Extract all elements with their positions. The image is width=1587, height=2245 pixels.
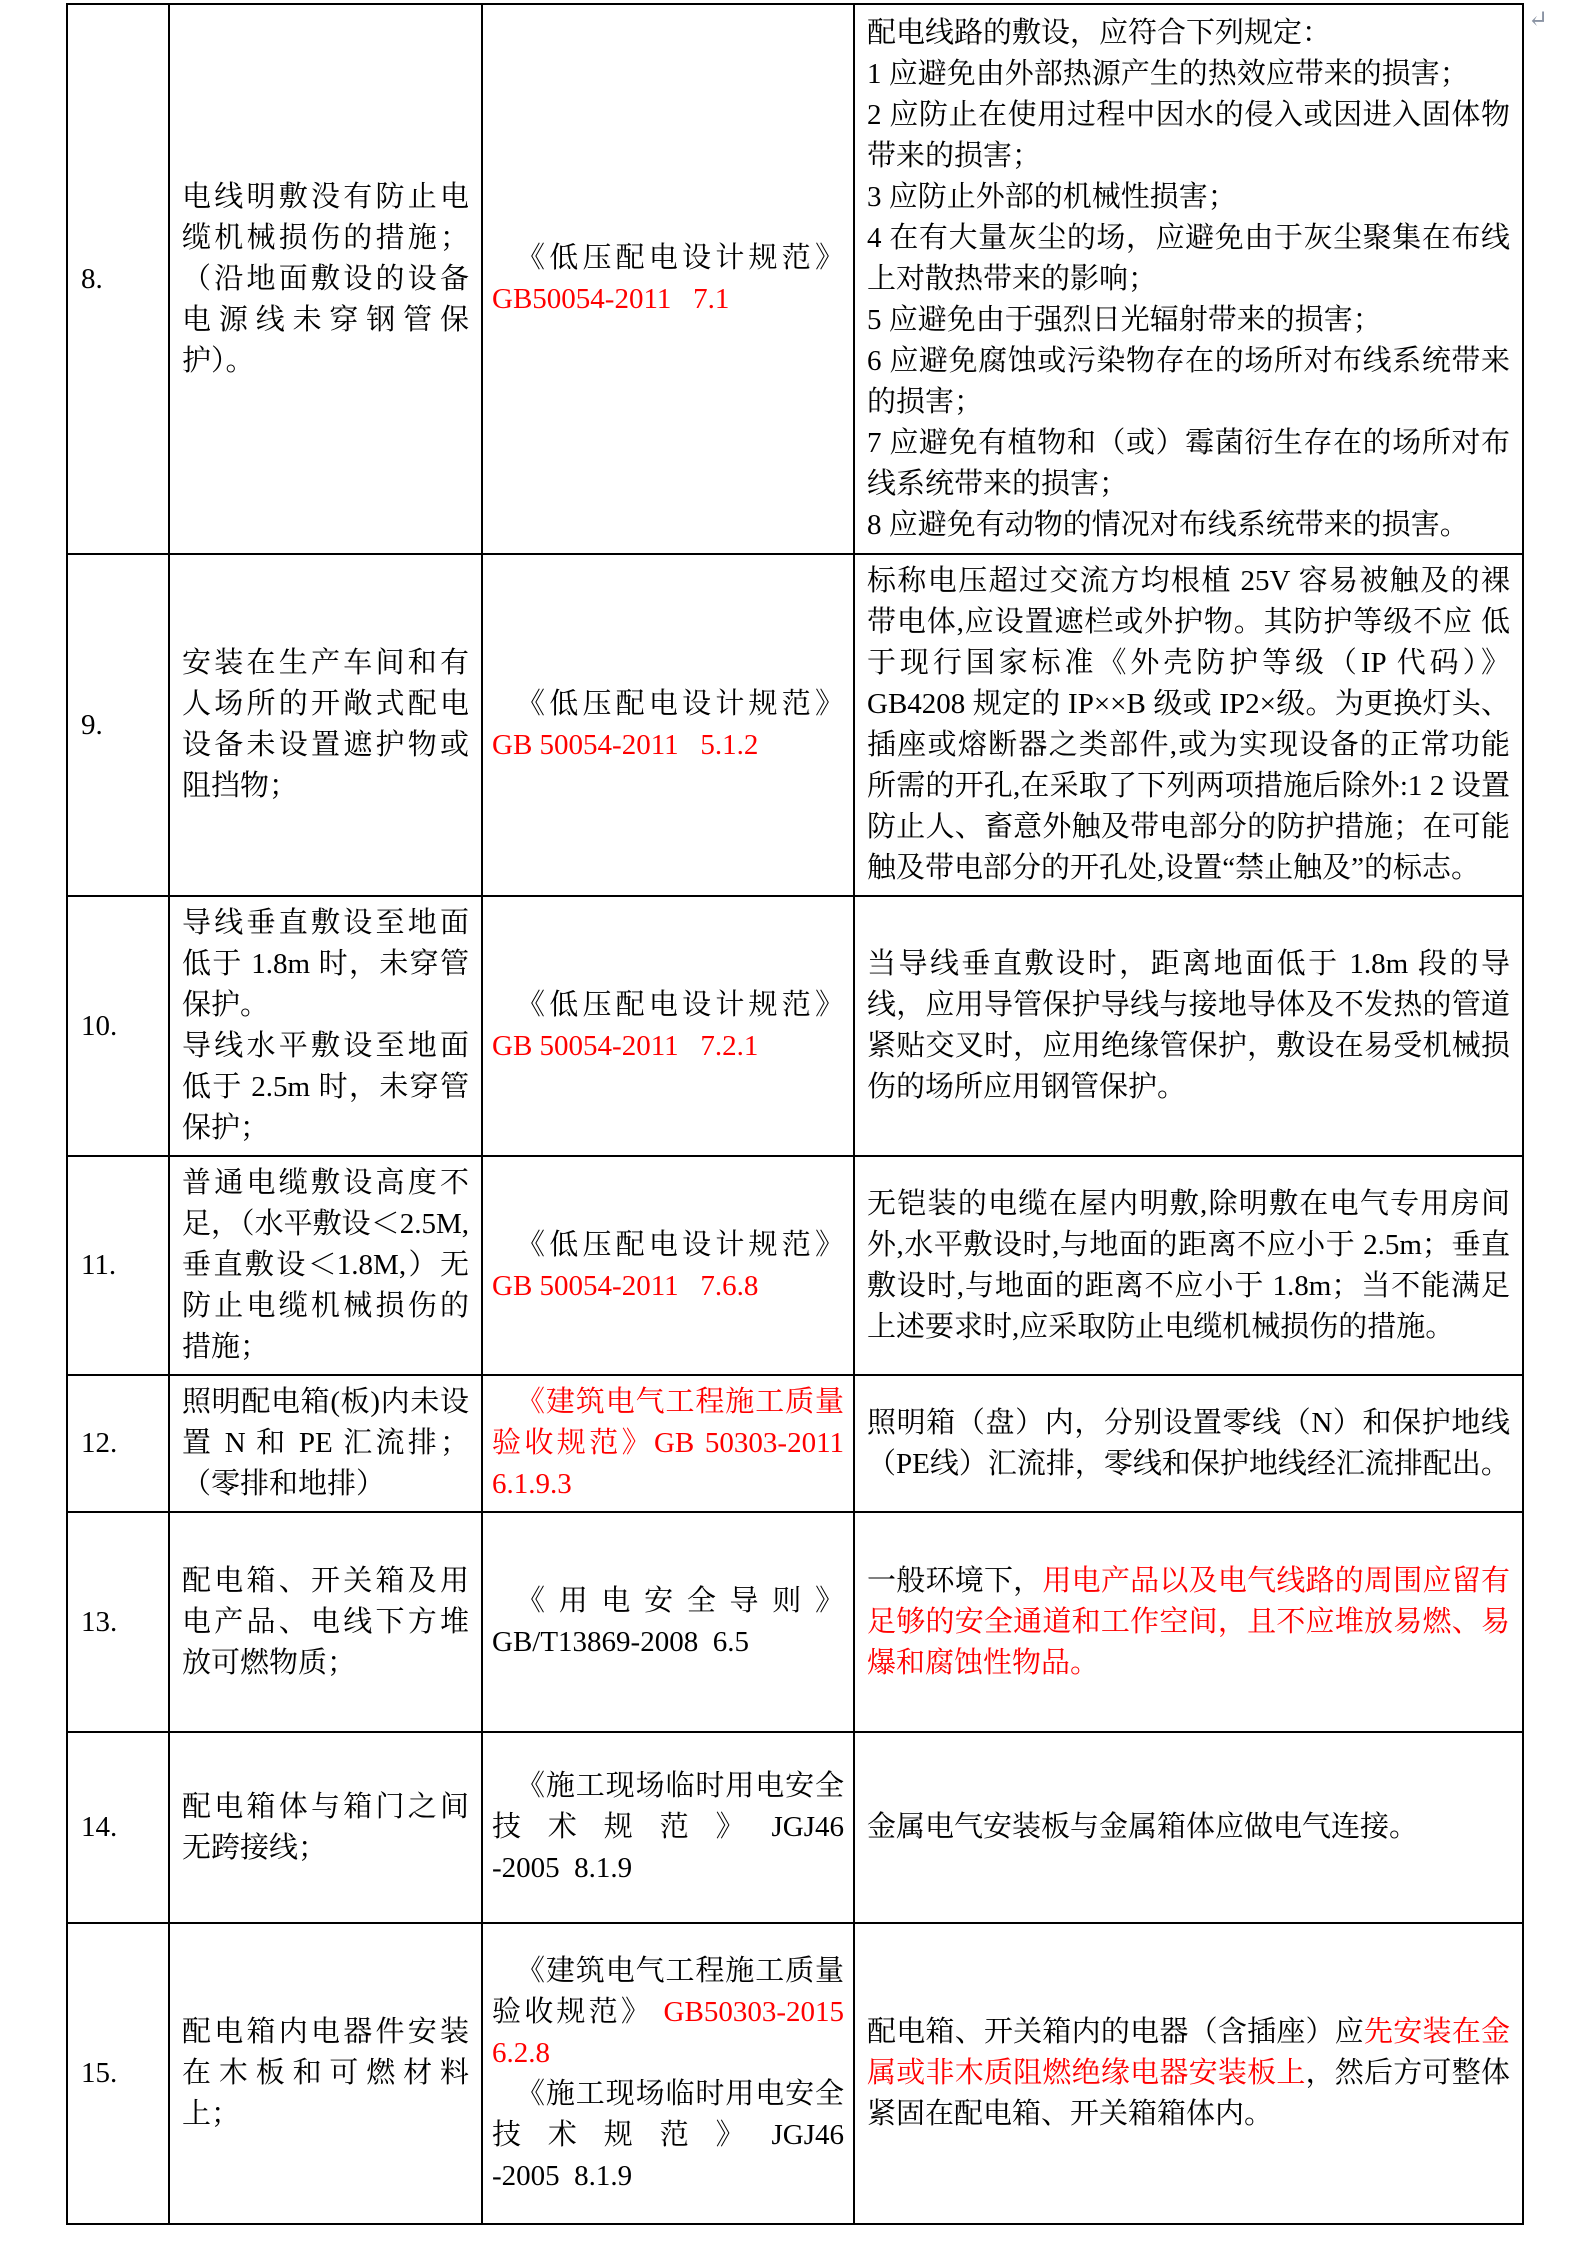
problem-paragraph: 电线明敷没有防止电缆机械损伤的措施；（沿地面敷设的设备电源线未穿钢管保护）。 [182, 180, 469, 377]
regulation-cell [854, 1923, 1523, 2224]
problem-cell [169, 1923, 482, 2224]
table-row [67, 896, 1523, 1156]
reference-paragraph [492, 985, 844, 1067]
text-run: 金属电气安装板与金属箱体应做电气连接。 [867, 1811, 1419, 1843]
row-number: 11. [81, 1249, 117, 1281]
text-run: 《建筑电气工程施工质量验收规范》GB 50303-2011 6.1.9.3 [492, 1386, 844, 1500]
text-run: 2 应防止在使用过程中因水的侵入或因进入固体物带来的损害； [867, 98, 1510, 172]
text-run: 配电线路的敷设，应符合下列规定： [867, 16, 1332, 49]
problem-paragraph: 照明配电箱(板)内未设置 N 和 PE 汇流排；（零排和地排） [182, 1386, 469, 1500]
row-number: 9. [81, 708, 103, 741]
regulation-cell [854, 1156, 1523, 1375]
reference-cell [482, 1156, 854, 1375]
regulation-paragraph [867, 423, 1510, 505]
text-run: 《低压配电设计规范》 [516, 688, 844, 720]
regulation-paragraph [867, 505, 1510, 546]
text-run: 《低压配电设计规范》 [516, 989, 844, 1021]
text-run: GB 50054-2011 5.1.2 [492, 729, 759, 761]
text-run: 《建筑电气工程施工质量验收规范》 [492, 1954, 844, 2028]
text-run: 3 应防止外部的机械性损害； [867, 180, 1237, 213]
text-run: 用电产品以及电气线路的周围应留有足够的安全通道和工作空间，且不应堆放易燃、易爆和腐蚀性物品。 [867, 1564, 1510, 1679]
row-number-cell [67, 896, 169, 1156]
row-number: 15. [81, 2057, 118, 2089]
text-run: 《用电安全导则》 [516, 1585, 844, 1617]
reference-paragraph [492, 1766, 844, 1889]
text-run: 照明箱（盘）内，分别设置零线（N）和保护地线（PE线）汇流排，零线和保护地线经汇流排配出。 [867, 1406, 1510, 1480]
regulation-paragraph [867, 2012, 1510, 2135]
reference-cell [482, 1512, 854, 1732]
regulation-paragraph [867, 1184, 1510, 1348]
text-run: 8 应避免有动物的情况对布线系统带来的损害。 [867, 508, 1469, 541]
text-run: 4 在有大量灰尘的场，应避免由于灰尘聚集在布线上对散热带来的影响； [867, 221, 1510, 295]
reference-paragraph [492, 1581, 844, 1663]
row-number-cell [67, 1156, 169, 1375]
table-row [67, 1923, 1523, 2224]
problem-cell [169, 896, 482, 1156]
text-run: ，然后方可整体紧固在配电箱、开关箱箱体内。 [867, 2057, 1510, 2130]
row-number: 13. [81, 1605, 118, 1638]
problem-cell [169, 1375, 482, 1512]
problem-cell [169, 1732, 482, 1923]
regulation-paragraph [867, 1807, 1510, 1848]
text-run: GB 50054-2011 7.6.8 [492, 1269, 759, 1302]
text-run: GB/T13869-2008 6.5 [492, 1626, 749, 1658]
problem-paragraph: 配电箱体与箱门之间无跨接线； [182, 1790, 469, 1864]
regulation-paragraph [867, 177, 1510, 218]
table-row [67, 4, 1523, 554]
reference-cell [482, 554, 854, 896]
text-run: 标称电压超过交流方均根植 25V 容易被触及的裸带电体,应设置遮栏或外护物。其防护等级不应 低于现行国家标准《外壳防护等级（IP 代码）》GB4208 规定的 IP××B 级或 IP2×级。为更换灯头、插座或熔断器之类部件,或为实现设备的正常功能所需的开孔,在采取了下列两项措施后除外:1 2 设置防止人、畜意外触及带电部分的防护措施；在可能触及带电部分的开孔处,设置“禁止触及”的标志。 [867, 565, 1510, 884]
problem-paragraph: 普通电缆敷设高度不足，（水平敷设＜2.5M,垂直敷设＜1.8M,）无防止电缆机械损伤的措施； [182, 1167, 469, 1363]
row-number: 14. [81, 1811, 118, 1843]
reference-paragraph [492, 1225, 844, 1307]
text-run: 当导线垂直敷设时，距离地面低于 1.8m 段的导线，应用导管保护导线与接地导体及不发热的管道紧贴交叉时，应用绝缘管保护，敷设在易受机械损伤的场所应用钢管保护。 [867, 948, 1510, 1103]
row-number-cell [67, 1512, 169, 1732]
problem-paragraph: 配电箱、开关箱及用电产品、电线下方堆放可燃物质； [182, 1564, 469, 1679]
text-run: 《低压配电设计规范》 [516, 1228, 844, 1261]
problem-paragraph: 安装在生产车间和有人场所的开敞式配电设备未设置遮护物或阻挡物； [182, 647, 469, 802]
text-run: 先安装在金属或非木质阻燃绝缘电器安装板上 [867, 2016, 1510, 2089]
reference-paragraph [492, 238, 844, 320]
regulation-paragraph [867, 944, 1510, 1108]
row-number: 12. [81, 1427, 118, 1459]
reference-cell [482, 1923, 854, 2224]
regulation-cell [854, 1375, 1523, 1512]
regulation-table-body [67, 4, 1523, 2224]
regulation-paragraph [867, 54, 1510, 95]
regulation-paragraph [867, 1403, 1510, 1485]
row-number-cell [67, 1375, 169, 1512]
regulation-paragraph [867, 341, 1510, 423]
reference-cell [482, 1732, 854, 1923]
problem-cell [169, 1156, 482, 1375]
regulation-cell [854, 4, 1523, 554]
text-run: 《低压配电设计规范》 [516, 242, 844, 274]
reference-cell [482, 1375, 854, 1512]
text-run: GB 50054-2011 7.2.1 [492, 1030, 759, 1062]
row-number: 10. [81, 1009, 118, 1042]
text-run: 无铠装的电缆在屋内明敷,除明敷在电气专用房间外,水平敷设时,与地面的距离不应小于 2.5m；垂直敷设时,与地面的距离不应小于 1.8m；当不能满足上述要求时,应采取防止电缆机械损伤的措施。 [867, 1187, 1510, 1343]
reference-cell [482, 896, 854, 1156]
text-run: 《施工现场临时用电安全技术规范》JGJ46 -2005 8.1.9 [492, 2077, 844, 2192]
table-row [67, 1732, 1523, 1923]
regulation-cell [854, 554, 1523, 896]
table-row [67, 1375, 1523, 1512]
problem-paragraph: 导线水平敷设至地面低于 2.5m 时，未穿管保护； [182, 1030, 469, 1144]
text-run: 6 应避免腐蚀或污染物存在的场所对布线系统带来的损害； [867, 344, 1510, 418]
problem-cell [169, 554, 482, 896]
row-number: 8. [81, 262, 103, 295]
problem-cell [169, 4, 482, 554]
reference-cell [482, 4, 854, 554]
text-run: 5 应避免由于强烈日光辐射带来的损害； [867, 303, 1382, 336]
reference-paragraph [492, 1382, 844, 1505]
paragraph-mark-icon: ↵ [1528, 7, 1549, 33]
reference-paragraph [492, 1951, 844, 2074]
table-row [67, 554, 1523, 896]
row-number-cell [67, 554, 169, 896]
row-number-cell [67, 4, 169, 554]
regulation-paragraph [867, 300, 1510, 341]
regulation-table [66, 3, 1524, 2225]
text-run: 一般环境下， [867, 1564, 1043, 1597]
text-run: 7 应避免有植物和（或）霉菌衍生存在的场所对布线系统带来的损害； [867, 426, 1510, 500]
regulation-paragraph [867, 95, 1510, 177]
reference-paragraph [492, 2074, 844, 2197]
table-row [67, 1512, 1523, 1732]
row-number-cell [67, 1923, 169, 2224]
text-run: 配电箱、开关箱内的电器（含插座）应 [867, 2016, 1365, 2048]
regulation-paragraph [867, 1561, 1510, 1684]
regulation-cell [854, 1512, 1523, 1732]
text-run: 1 应避免由外部热源产生的热效应带来的损害； [867, 57, 1469, 90]
problem-paragraph: 导线垂直敷设至地面低于 1.8m 时，未穿管保护。 [182, 907, 469, 1021]
text-run: 《施工现场临时用电安全技术规范》JGJ46 -2005 8.1.9 [492, 1770, 844, 1884]
reference-paragraph [492, 684, 844, 766]
regulation-paragraph [867, 218, 1510, 300]
text-run: GB50054-2011 7.1 [492, 283, 730, 315]
text-run: GB50303-2015 6.2.8 [492, 1995, 844, 2069]
regulation-paragraph [867, 13, 1510, 54]
problem-cell [169, 1512, 482, 1732]
regulation-cell [854, 896, 1523, 1156]
regulation-paragraph [867, 561, 1510, 889]
regulation-cell [854, 1732, 1523, 1923]
row-number-cell [67, 1732, 169, 1923]
problem-paragraph: 配电箱内电器件安装在木板和可燃材料上； [182, 2016, 469, 2130]
table-row [67, 1156, 1523, 1375]
